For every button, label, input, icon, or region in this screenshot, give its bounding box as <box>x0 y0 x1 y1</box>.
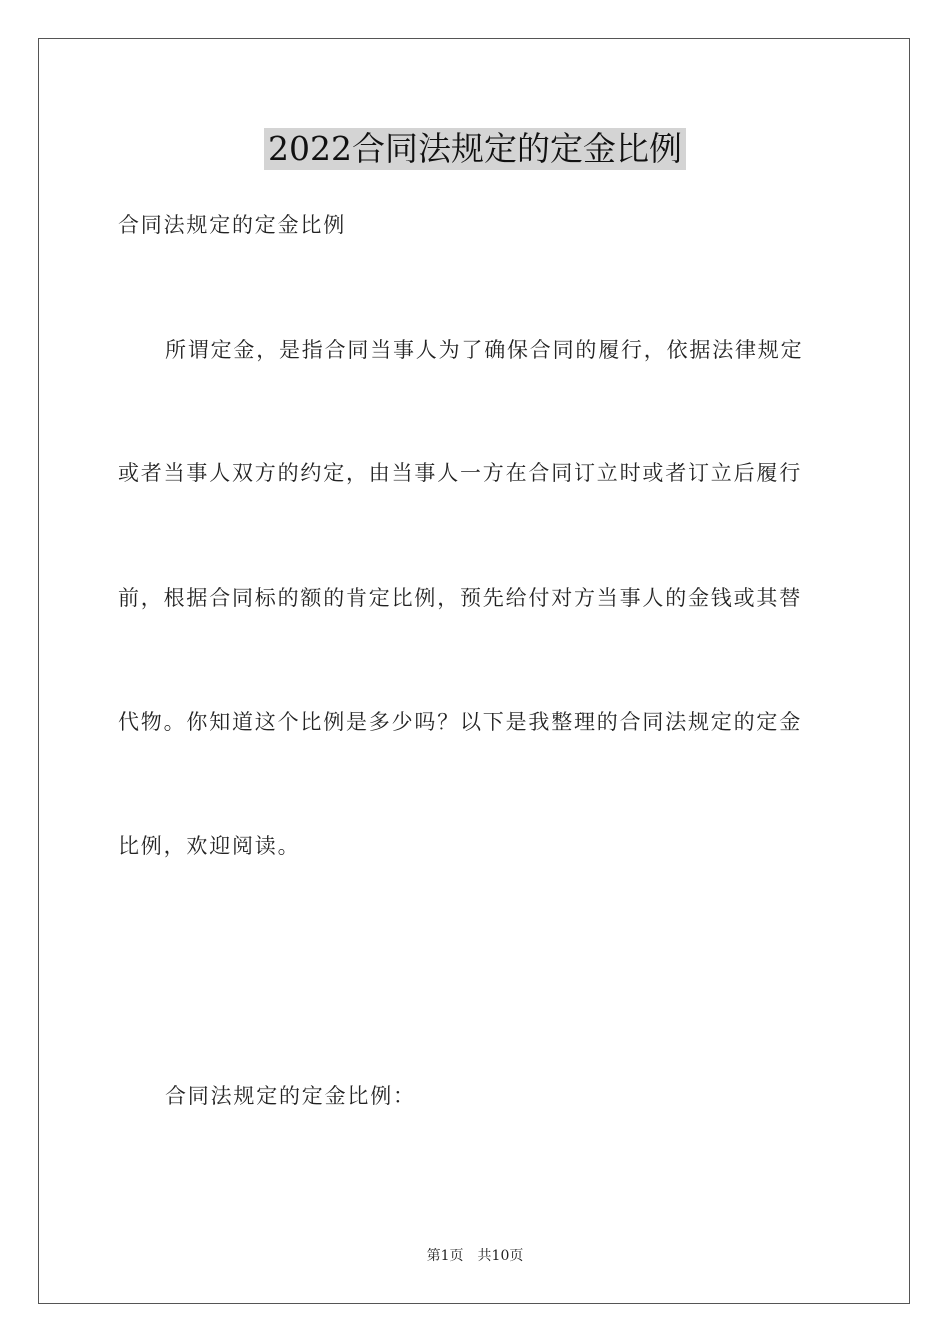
page-number-footer: 第1页 共10页 <box>426 1248 524 1264</box>
section-heading: 合同法规定的定金比例： <box>165 1084 416 1108</box>
paragraph-line-2: 或者当事人双方的约定，由当事人一方在合同订立时或者订立后履行 <box>118 461 802 485</box>
document-title-text: 2022合同法规定的定金比例 <box>264 128 686 170</box>
document-subtitle: 合同法规定的定金比例 <box>118 213 346 237</box>
paragraph-line-1: 所谓定金，是指合同当事人为了确保合同的履行，依据法律规定 <box>165 338 804 362</box>
paragraph-line-3: 前，根据合同标的额的肯定比例，预先给付对方当事人的金钱或其替 <box>118 586 802 610</box>
document-title <box>0 128 950 170</box>
paragraph-line-5: 比例，欢迎阅读。 <box>118 834 301 858</box>
paragraph-line-4: 代物。你知道这个比例是多少吗？以下是我整理的合同法规定的定金 <box>118 710 802 734</box>
